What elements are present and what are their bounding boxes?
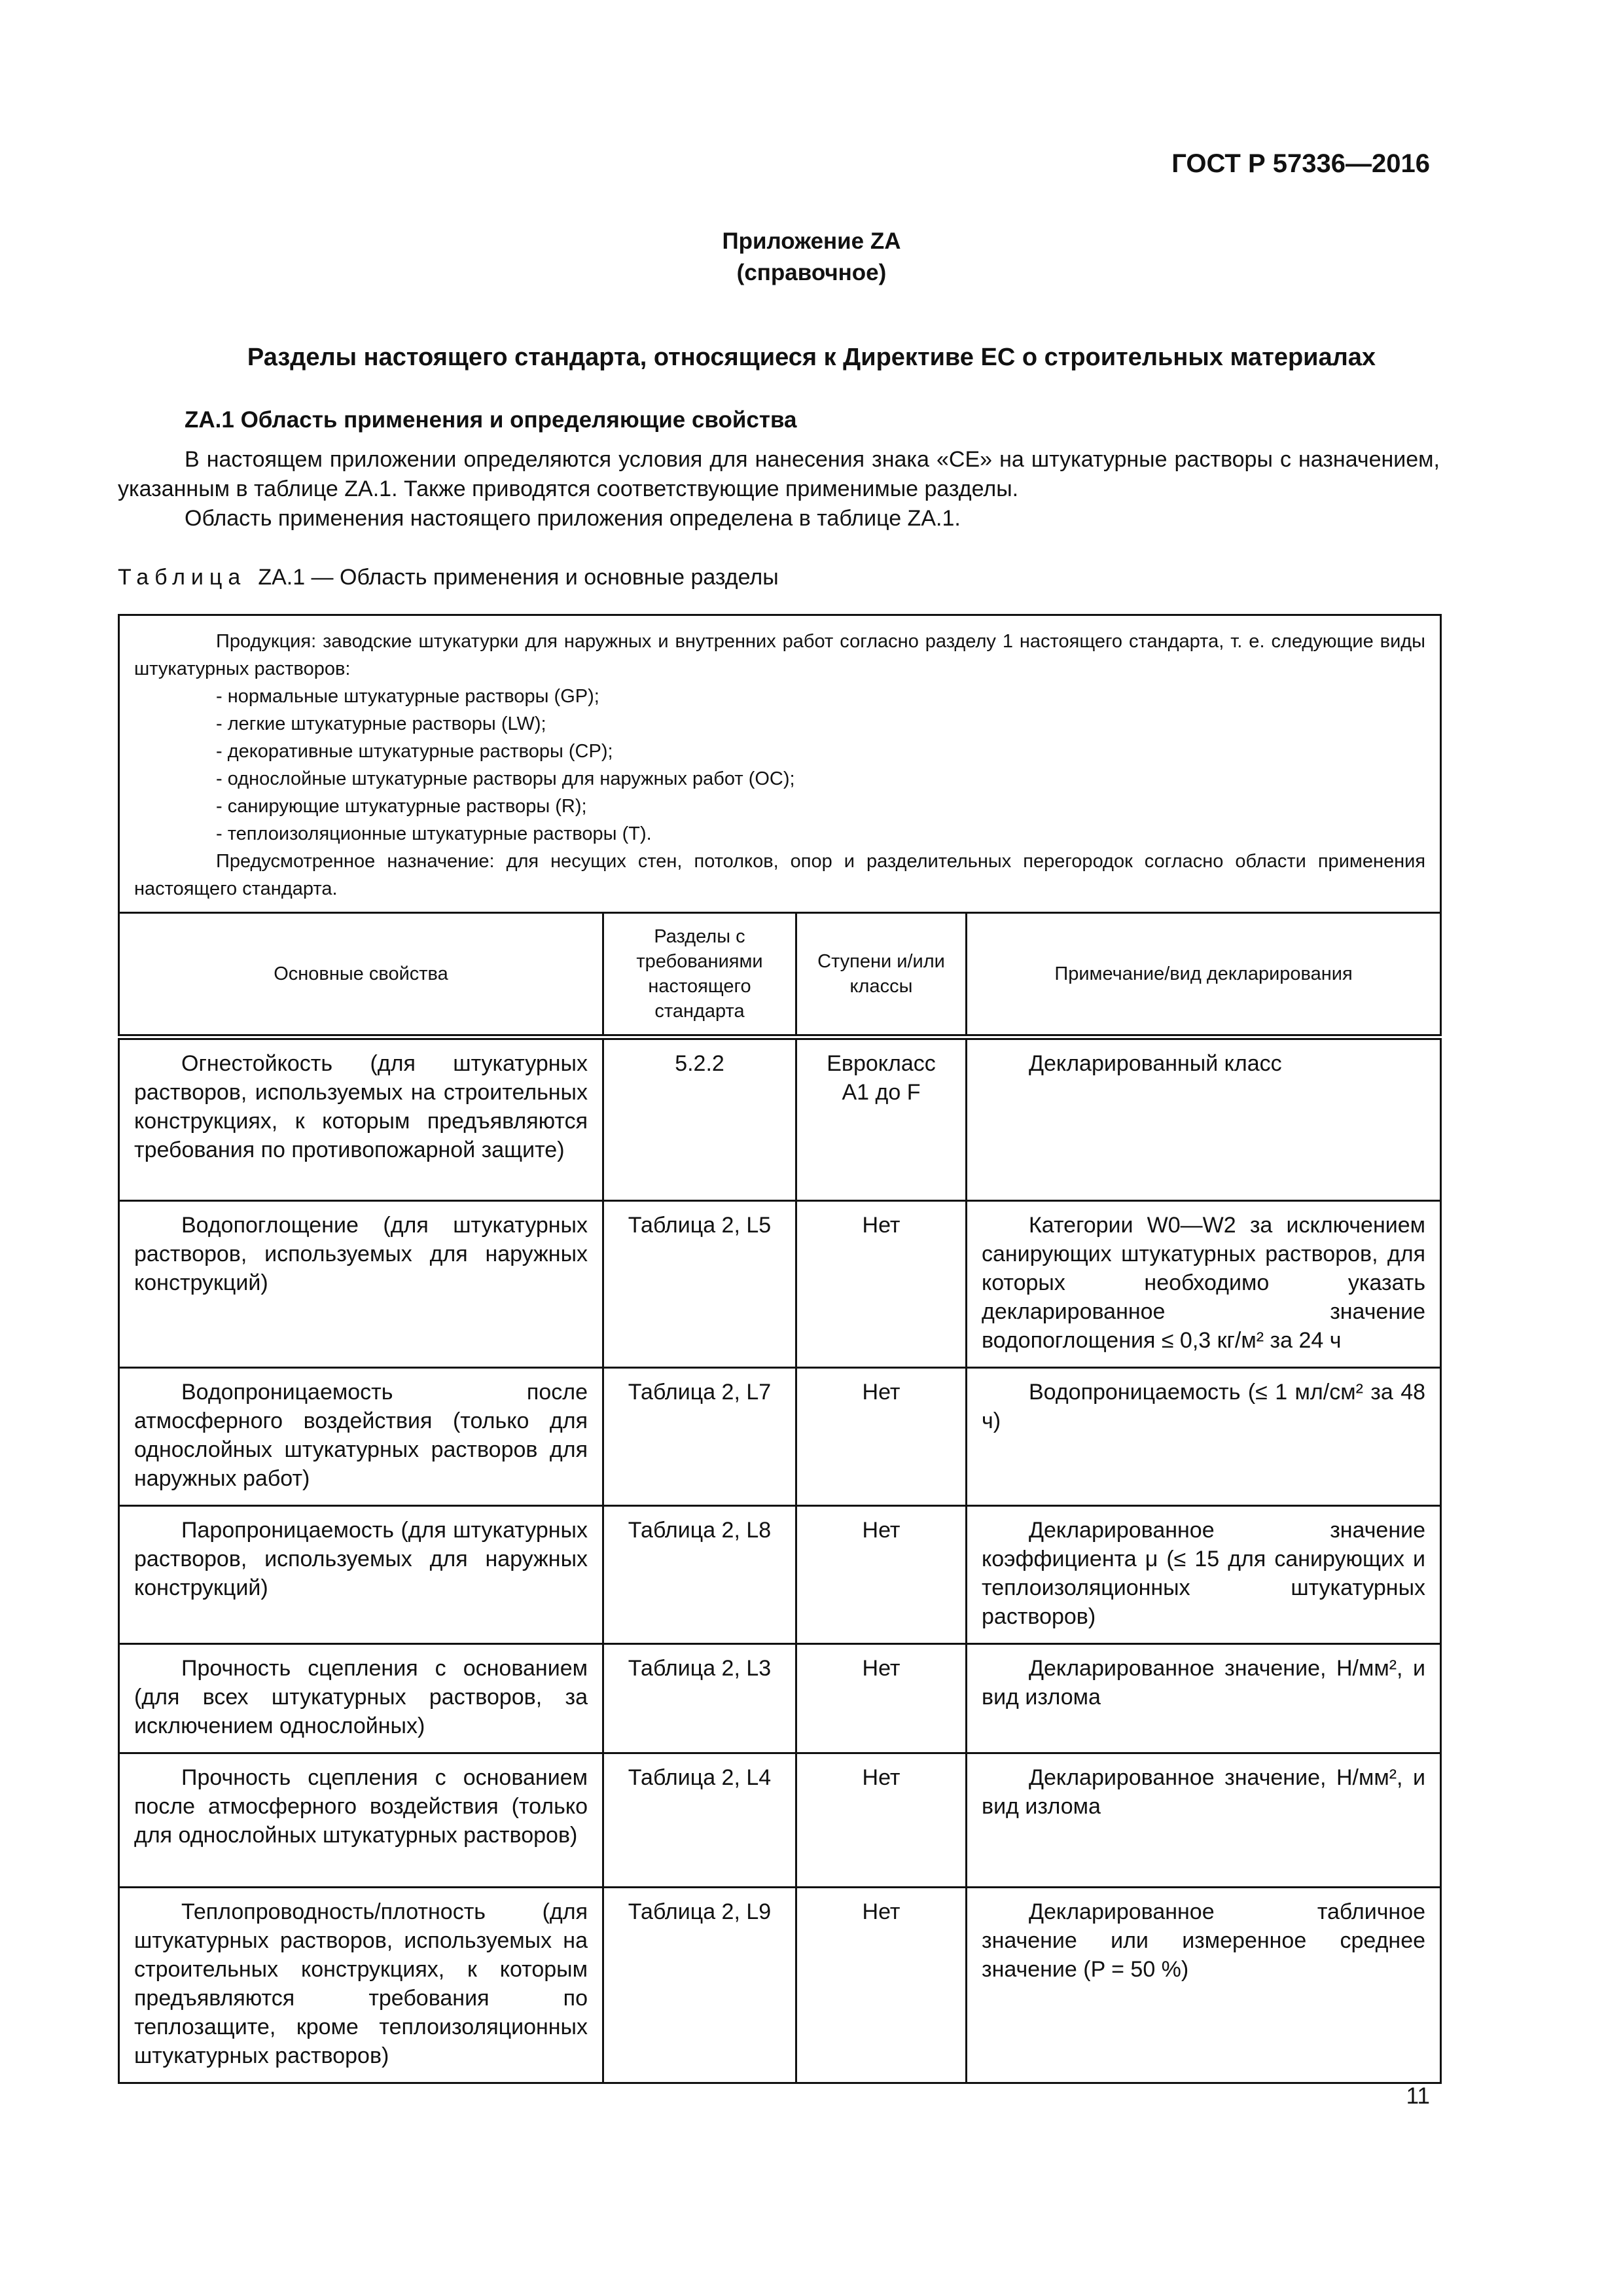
table-row bbox=[119, 1037, 1441, 1201]
table-row bbox=[119, 1506, 1441, 1644]
table-header-row bbox=[119, 913, 1441, 1037]
table-row bbox=[119, 1888, 1441, 2083]
note-text: Декларированное значение, Н/мм², и вид излома bbox=[982, 1656, 1426, 1710]
note-cell bbox=[967, 1506, 1441, 1644]
property-cell bbox=[119, 1506, 603, 1644]
products-intro: Продукция: заводские штукатурки для наружных и внутренних работ согласно разделу 1 настоящего стандарта, т. е. следующие виды штукатурных растворов: bbox=[134, 631, 1426, 679]
property-cell bbox=[119, 1753, 603, 1888]
note-text: Декларированное значение, Н/мм², и вид излома bbox=[982, 1765, 1426, 1819]
class-cell: Нет bbox=[796, 1201, 967, 1368]
note-cell bbox=[967, 1753, 1441, 1888]
appendix-heading bbox=[0, 226, 1623, 289]
property-cell bbox=[119, 1037, 603, 1201]
intro-paragraph: В настоящем приложении определяются условия для нанесения знака «CE» на штукатурные растворы с назначением, указанным в таблице ZA.1. Также приводятся соответствующие применимые разделы. bbox=[118, 447, 1440, 501]
class-cell: Еврокласс A1 до F bbox=[796, 1037, 967, 1201]
class-cell: Нет bbox=[796, 1368, 967, 1506]
property-text: Прочность сцепления с основанием после атмосферного воздействия (только для однослойных штукатурных растворов) bbox=[134, 1765, 588, 1848]
note-cell bbox=[967, 1644, 1441, 1753]
section-cell: Таблица 2, L4 bbox=[603, 1753, 796, 1888]
scope-cell bbox=[119, 615, 1441, 913]
class-cell: Нет bbox=[796, 1506, 967, 1644]
section-cell: Таблица 2, L8 bbox=[603, 1506, 796, 1644]
product-type-item: - теплоизоляционные штукатурные растворы (T). bbox=[216, 823, 652, 844]
appendix-subtitle: (справочное) bbox=[736, 260, 887, 285]
section-cell: Таблица 2, L3 bbox=[603, 1644, 796, 1753]
property-cell bbox=[119, 1201, 603, 1368]
product-type-item: - санирующие штукатурные растворы (R); bbox=[216, 796, 587, 817]
product-type-item: - однослойные штукатурные растворы для наружных работ (OC); bbox=[216, 768, 795, 789]
note-text: Декларированное значение коэффициента μ (≤ 15 для санирующих и теплоизоляционных штукатурных растворов) bbox=[982, 1518, 1426, 1629]
class-cell: Нет bbox=[796, 1753, 967, 1888]
scope-table bbox=[118, 614, 1442, 2084]
note-cell bbox=[967, 1888, 1441, 2083]
table-row bbox=[119, 1201, 1441, 1368]
table-row bbox=[119, 1368, 1441, 1506]
section-title: ZA.1 Область применения и определяющие свойства bbox=[185, 407, 797, 433]
property-cell bbox=[119, 1368, 603, 1506]
property-cell bbox=[119, 1888, 603, 2083]
appendix-title: Приложение ZA bbox=[722, 228, 901, 254]
page-number: 11 bbox=[1406, 2083, 1430, 2109]
note-text: Категории W0—W2 за исключением санирующих штукатурных растворов, для которых необходимо указать декларированное значение водопоглощения ≤ 0,3 кг/м² за 24 ч bbox=[982, 1213, 1426, 1353]
note-text: Декларированный класс bbox=[1029, 1051, 1282, 1076]
property-text: Прочность сцепления с основанием (для всех штукатурных растворов, за исключением однослойных) bbox=[134, 1656, 588, 1738]
property-text: Водопроницаемость после атмосферного воздействия (только для однослойных штукатурных растворов для наружных работ) bbox=[134, 1380, 588, 1491]
intended-use: Предусмотренное назначение: для несущих стен, потолков, опор и разделительных перегородок согласно области применения настоящего стандарта. bbox=[134, 851, 1426, 899]
property-cell bbox=[119, 1644, 603, 1753]
section-cell: 5.2.2 bbox=[603, 1037, 796, 1201]
property-text: Паропроницаемость (для штукатурных растворов, используемых для наружных конструкций) bbox=[134, 1518, 588, 1600]
table-row bbox=[119, 1644, 1441, 1753]
column-header-properties: Основные свойства bbox=[119, 913, 603, 1037]
section-cell: Таблица 2, L5 bbox=[603, 1201, 796, 1368]
note-cell bbox=[967, 1037, 1441, 1201]
note-cell bbox=[967, 1201, 1441, 1368]
column-header-sections: Разделы с требованиями настоящего стандарта bbox=[603, 913, 796, 1037]
section-cell: Таблица 2, L9 bbox=[603, 1888, 796, 2083]
section-cell: Таблица 2, L7 bbox=[603, 1368, 796, 1506]
note-text: Водопроницаемость (≤ 1 мл/см² за 48 ч) bbox=[982, 1380, 1426, 1433]
note-cell bbox=[967, 1368, 1441, 1506]
table-caption bbox=[118, 565, 779, 590]
intro-paragraph: Область применения настоящего приложения определена в таблице ZA.1. bbox=[185, 506, 961, 531]
document-code: ГОСТ Р 57336—2016 bbox=[1171, 149, 1430, 178]
product-type-item: - нормальные штукатурные растворы (GP); bbox=[216, 686, 599, 707]
product-type-item: - декоративные штукатурные растворы (CP); bbox=[216, 741, 613, 762]
table-caption-text: ZA.1 — Область применения и основные разделы bbox=[258, 565, 779, 590]
class-cell: Нет bbox=[796, 1888, 967, 2083]
column-header-classes: Ступени и/или классы bbox=[796, 913, 967, 1037]
table-row bbox=[119, 1753, 1441, 1888]
product-type-item: - легкие штукатурные растворы (LW); bbox=[216, 713, 546, 734]
table-caption-label: Таблица bbox=[118, 565, 247, 590]
main-title: Разделы настоящего стандарта, относящиеся к Директиве ЕС о строительных материалах bbox=[247, 344, 1376, 371]
property-text: Теплопроводность/плотность (для штукатурных растворов, используемых на строительных конструкциях, к которым предъявляются требования по теплозащите, кроме теплоизоляционных штукатурных растворов) bbox=[134, 1899, 588, 2068]
column-header-notes: Примечание/вид декларирования bbox=[967, 913, 1441, 1037]
class-cell: Нет bbox=[796, 1644, 967, 1753]
property-text: Водопоглощение (для штукатурных растворов, используемых для наружных конструкций) bbox=[134, 1213, 588, 1295]
intro-text bbox=[118, 445, 1440, 533]
scope-row bbox=[119, 615, 1441, 913]
property-text: Огнестойкость (для штукатурных растворов, используемых на строительных конструкциях, к которым предъявляются требования по противопожарной защите) bbox=[134, 1051, 588, 1162]
note-text: Декларированное табличное значение или измеренное среднее значение (P = 50 %) bbox=[982, 1899, 1426, 1982]
product-type-list bbox=[134, 683, 1425, 848]
